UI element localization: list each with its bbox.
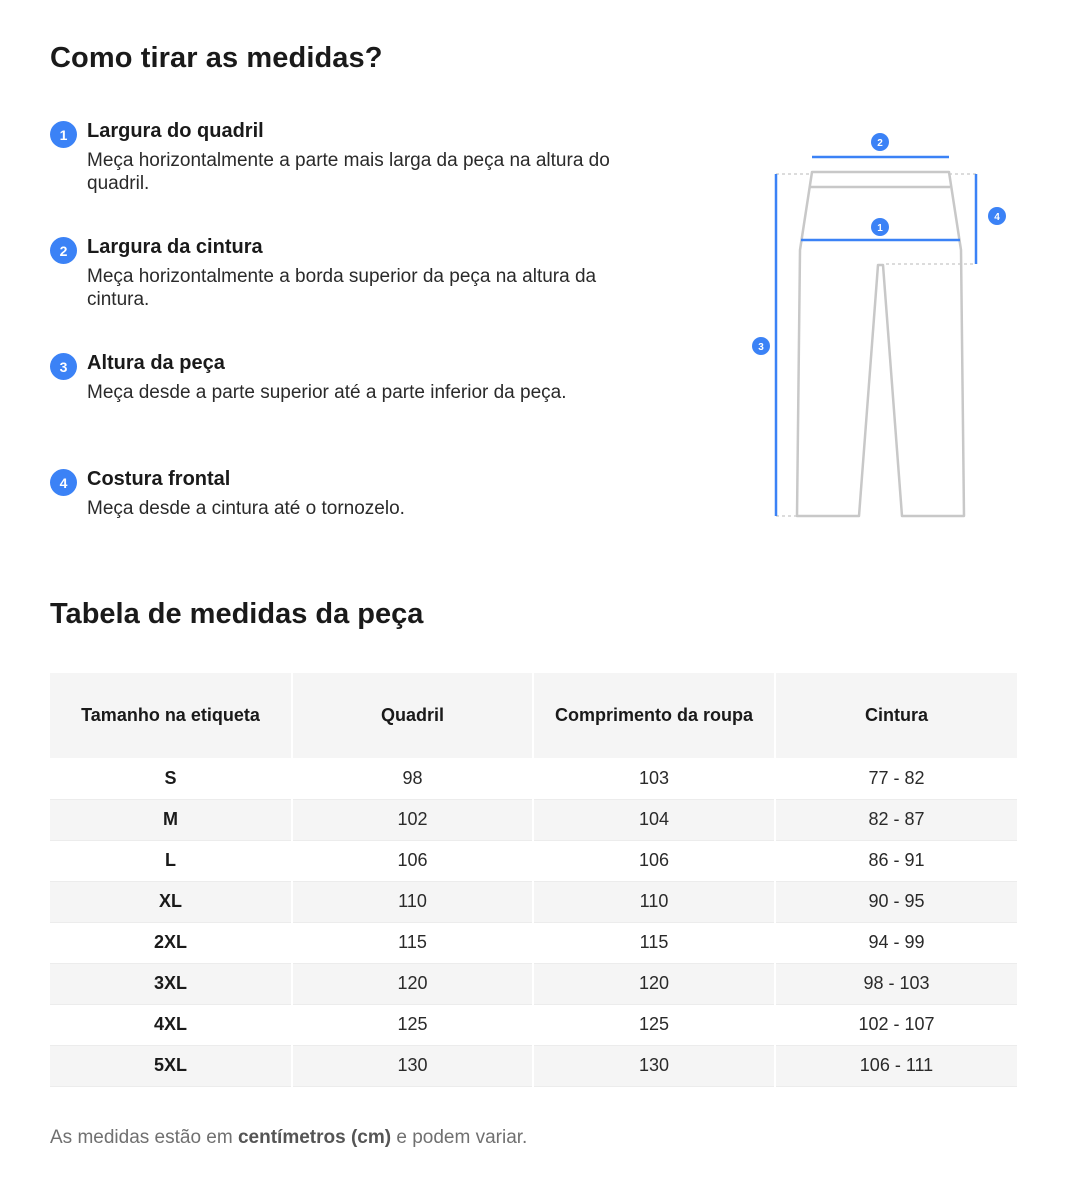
hip-cell: 106 <box>292 840 533 881</box>
size-cell: 5XL <box>50 1045 292 1086</box>
marker-4 <box>988 207 1006 225</box>
table-row <box>50 922 1017 963</box>
step-number-badge: 1 <box>50 121 77 148</box>
step-number-badge: 3 <box>50 353 77 380</box>
units-footnote <box>50 1127 527 1149</box>
length-cell: 103 <box>533 758 775 799</box>
svg-text:1: 1 <box>877 223 883 234</box>
svg-text:4: 4 <box>994 212 1000 223</box>
step-description: Meça horizontalmente a borda superior da peça na altura da cintura. <box>87 266 597 310</box>
size-table-title: Tabela de medidas da peça <box>50 598 424 630</box>
step-title: Largura da cintura <box>87 236 263 258</box>
hip-cell: 120 <box>292 963 533 1004</box>
table-row <box>50 1004 1017 1045</box>
size-cell: S <box>50 758 292 799</box>
footnote-unit: centímetros (cm) <box>237 1127 392 1148</box>
table-row <box>50 1045 1017 1086</box>
step-description: Meça desde a cintura até o tornozelo. <box>87 498 405 519</box>
hip-cell: 115 <box>292 922 533 963</box>
column-header: Cintura <box>775 673 1017 758</box>
step-number-badge: 2 <box>50 237 77 264</box>
size-table <box>50 673 1017 1087</box>
table-row <box>50 758 1017 799</box>
column-header: Tamanho na etiqueta <box>50 673 292 758</box>
waist-cell: 102 - 107 <box>775 1004 1017 1045</box>
svg-text:2: 2 <box>877 138 883 149</box>
hip-cell: 125 <box>292 1004 533 1045</box>
table-row <box>50 881 1017 922</box>
marker-1 <box>871 218 889 236</box>
table-row <box>50 799 1017 840</box>
length-cell: 110 <box>533 881 775 922</box>
hip-cell: 98 <box>292 758 533 799</box>
size-cell: XL <box>50 881 292 922</box>
step-number-badge: 4 <box>50 469 77 496</box>
column-header: Comprimento da roupa <box>533 673 775 758</box>
size-cell: M <box>50 799 292 840</box>
waist-cell: 98 - 103 <box>775 963 1017 1004</box>
step-description: Meça desde a parte superior até a parte inferior da peça. <box>87 382 567 403</box>
step-title: Altura da peça <box>87 352 225 374</box>
footnote-suffix: e podem variar. <box>391 1127 528 1148</box>
length-cell: 130 <box>533 1045 775 1086</box>
step-description: Meça horizontalmente a parte mais larga da peça na altura do quadril. <box>87 150 610 194</box>
table-row <box>50 963 1017 1004</box>
table-row <box>50 840 1017 881</box>
waist-cell: 90 - 95 <box>775 881 1017 922</box>
table-header-row <box>50 673 1017 758</box>
waist-cell: 82 - 87 <box>775 799 1017 840</box>
waist-cell: 77 - 82 <box>775 758 1017 799</box>
size-cell: 2XL <box>50 922 292 963</box>
pants-diagram <box>740 120 1030 540</box>
waist-cell: 86 - 91 <box>775 840 1017 881</box>
marker-2 <box>871 133 889 151</box>
size-cell: 4XL <box>50 1004 292 1045</box>
waist-cell: 94 - 99 <box>775 922 1017 963</box>
step-title: Costura frontal <box>87 468 231 490</box>
length-cell: 125 <box>533 1004 775 1045</box>
hip-cell: 102 <box>292 799 533 840</box>
hip-cell: 110 <box>292 881 533 922</box>
footnote-prefix: As medidas estão em <box>50 1127 238 1148</box>
svg-text:3: 3 <box>758 342 764 353</box>
page-title: Como tirar as medidas? <box>50 42 383 74</box>
length-cell: 104 <box>533 799 775 840</box>
size-cell: L <box>50 840 292 881</box>
waist-cell: 106 - 111 <box>775 1045 1017 1086</box>
step-title: Largura do quadril <box>87 120 264 142</box>
hip-cell: 130 <box>292 1045 533 1086</box>
size-cell: 3XL <box>50 963 292 1004</box>
length-cell: 115 <box>533 922 775 963</box>
marker-3 <box>752 337 770 355</box>
length-cell: 106 <box>533 840 775 881</box>
column-header: Quadril <box>292 673 533 758</box>
length-cell: 120 <box>533 963 775 1004</box>
